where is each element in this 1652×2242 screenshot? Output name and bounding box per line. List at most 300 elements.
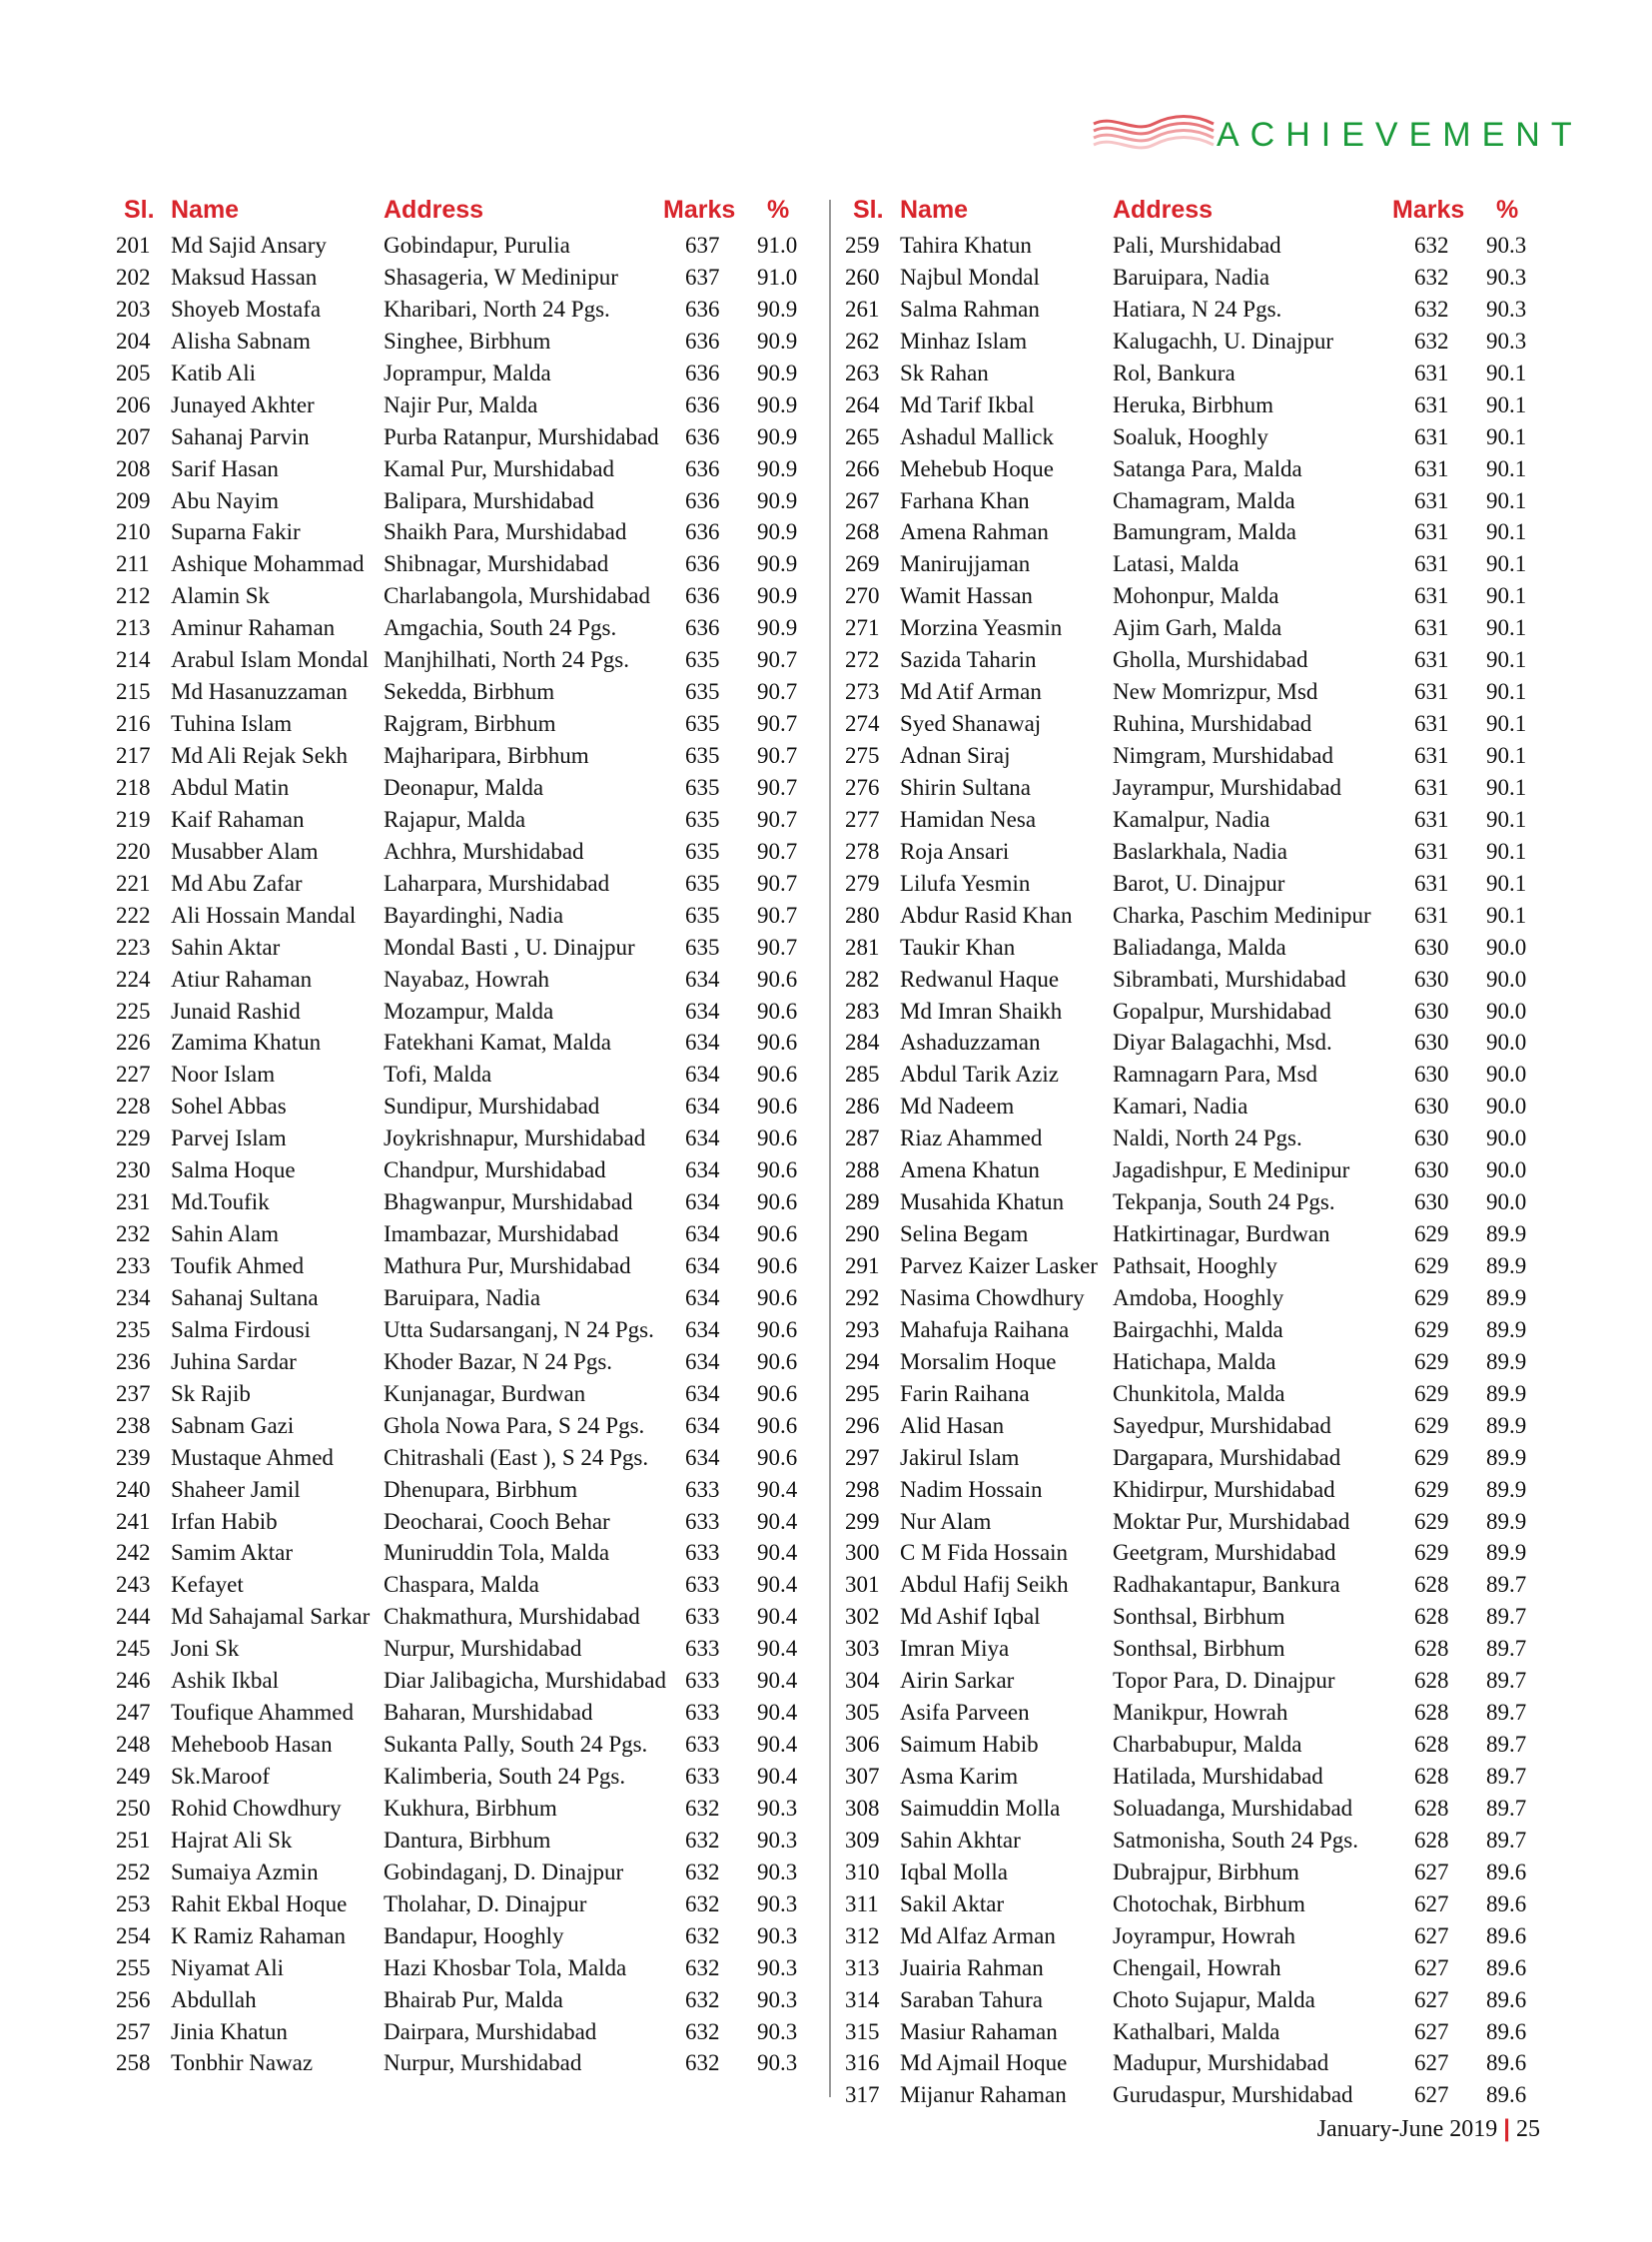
cell-address: Baruipara, Nadia [384, 1284, 541, 1310]
cell-name: Katib Ali [171, 360, 256, 385]
cell-sl: 295 [845, 1380, 880, 1406]
cell-percent: 90.1 [1486, 647, 1527, 673]
cell-marks: 631 [1414, 455, 1449, 481]
cell-marks: 636 [685, 360, 720, 385]
cell-percent: 89.9 [1486, 1540, 1527, 1566]
cell-percent: 90.4 [757, 1540, 798, 1566]
cell-name: Morzina Yeasmin [900, 615, 1063, 641]
cell-marks: 634 [685, 1444, 720, 1470]
cell-name: Aminur Rahaman [171, 615, 336, 641]
cell-name: Mahafuja Raihana [900, 1316, 1070, 1342]
cell-address: Jayrampur, Murshidabad [1113, 774, 1342, 800]
cell-marks: 635 [685, 774, 720, 800]
cell-name: Md.Toufik [171, 1189, 270, 1215]
cell-name: Toufique Ahammed [171, 1700, 354, 1726]
cell-marks: 634 [685, 1253, 720, 1278]
cell-sl: 204 [116, 328, 151, 354]
cell-sl: 202 [116, 264, 151, 290]
cell-name: Md Abu Zafar [171, 870, 303, 896]
cell-marks: 633 [685, 1636, 720, 1662]
cell-percent: 90.6 [757, 1380, 798, 1406]
cell-percent: 90.4 [757, 1476, 798, 1502]
cell-sl: 313 [845, 1954, 880, 1980]
cell-marks: 634 [685, 1412, 720, 1438]
cell-name: Irfan Habib [171, 1508, 278, 1534]
cell-marks: 631 [1414, 423, 1449, 449]
cell-address: Radhakantapur, Bankura [1113, 1572, 1340, 1598]
cell-address: Singhee, Birbhum [384, 328, 551, 354]
cell-percent: 89.9 [1486, 1284, 1527, 1310]
cell-address: Balipara, Murshidabad [384, 487, 594, 513]
cell-address: Kunjanagar, Burdwan [384, 1380, 586, 1406]
cell-address: Dhenupara, Birbhum [384, 1476, 578, 1502]
cell-marks: 627 [1414, 2082, 1449, 2108]
cell-address: Dantura, Birbhum [384, 1827, 551, 1853]
cell-percent: 90.4 [757, 1604, 798, 1630]
cell-name: Amena Khatun [900, 1157, 1040, 1183]
cell-marks: 637 [685, 233, 720, 258]
cell-sl: 270 [845, 583, 880, 609]
cell-percent: 90.7 [757, 647, 798, 673]
cell-sl: 305 [845, 1700, 880, 1726]
cell-percent: 90.6 [757, 966, 798, 992]
cell-address: Satanga Para, Malda [1113, 455, 1302, 481]
cell-sl: 277 [845, 806, 880, 832]
cell-name: Sohel Abbas [171, 1094, 287, 1120]
cell-percent: 90.1 [1486, 615, 1527, 641]
cell-sl: 268 [845, 519, 880, 545]
column-divider [829, 200, 831, 2097]
cell-percent: 90.1 [1486, 870, 1527, 896]
cell-name: K Ramiz Rahaman [171, 1922, 347, 1948]
cell-marks: 628 [1414, 1636, 1449, 1662]
cell-address: Latasi, Malda [1113, 551, 1239, 577]
cell-marks: 630 [1414, 1125, 1449, 1151]
cell-name: C M Fida Hossain [900, 1540, 1069, 1566]
cell-percent: 90.1 [1486, 806, 1527, 832]
cell-sl: 292 [845, 1284, 880, 1310]
cell-name: Md Sajid Ansary [171, 233, 327, 258]
cell-name: Nasima Chowdhury [900, 1284, 1085, 1310]
cell-marks: 636 [685, 615, 720, 641]
cell-address: Chaspara, Malda [384, 1572, 539, 1598]
cell-name: Abu Nayim [171, 487, 279, 513]
cell-percent: 90.4 [757, 1764, 798, 1789]
cell-name: Hajrat Ali Sk [171, 1827, 293, 1853]
cell-name: Saimum Habib [900, 1732, 1039, 1758]
cell-percent: 90.4 [757, 1732, 798, 1758]
cell-name: Morsalim Hoque [900, 1348, 1057, 1374]
cell-sl: 224 [116, 966, 151, 992]
cell-marks: 628 [1414, 1700, 1449, 1726]
cell-address: Kamal Pur, Murshidabad [384, 455, 614, 481]
cell-address: Dubrajpur, Birbhum [1113, 1859, 1299, 1884]
cell-address: Hatilada, Murshidabad [1113, 1764, 1323, 1789]
cell-name: Parvez Kaizer Lasker [900, 1253, 1098, 1278]
cell-address: Nayabaz, Howrah [384, 966, 550, 992]
cell-name: Salma Hoque [171, 1157, 296, 1183]
cell-name: Sakil Aktar [900, 1890, 1005, 1916]
cell-address: Muniruddin Tola, Malda [384, 1540, 610, 1566]
cell-percent: 90.0 [1486, 966, 1527, 992]
cell-percent: 90.7 [757, 679, 798, 705]
header-name: Name [171, 196, 240, 224]
cell-address: Chakmathura, Murshidabad [384, 1604, 640, 1630]
cell-sl: 242 [116, 1540, 151, 1566]
cell-percent: 90.3 [1486, 296, 1527, 322]
cell-sl: 210 [116, 519, 151, 545]
cell-name: Ali Hossain Mandal [171, 902, 357, 928]
cell-sl: 211 [116, 551, 150, 577]
cell-address: Dargapara, Murshidabad [1113, 1444, 1341, 1470]
issue-date: January-June 2019 [1316, 2116, 1498, 2142]
cell-address: Shaikh Para, Murshidabad [384, 519, 627, 545]
cell-marks: 627 [1414, 2018, 1449, 2044]
cell-sl: 238 [116, 1412, 151, 1438]
cell-sl: 265 [845, 423, 880, 449]
cell-name: Tahira Khatun [900, 233, 1032, 258]
cell-percent: 90.3 [757, 1859, 798, 1884]
cell-name: Atiur Rahaman [171, 966, 313, 992]
cell-sl: 228 [116, 1094, 151, 1120]
cell-sl: 248 [116, 1732, 151, 1758]
cell-marks: 630 [1414, 998, 1449, 1024]
cell-address: Dairpara, Murshidabad [384, 2018, 597, 2044]
cell-address: Manikpur, Howrah [1113, 1700, 1288, 1726]
cell-address: Purba Ratanpur, Murshidabad [384, 423, 659, 449]
cell-name: Maksud Hassan [171, 264, 318, 290]
cell-address: Sibrambati, Murshidabad [1113, 966, 1346, 992]
cell-marks: 631 [1414, 391, 1449, 417]
cell-percent: 90.1 [1486, 391, 1527, 417]
cell-sl: 230 [116, 1157, 151, 1183]
cell-percent: 90.9 [757, 296, 798, 322]
cell-sl: 237 [116, 1380, 151, 1406]
cell-name: Sahin Alam [171, 1221, 279, 1247]
cell-percent: 89.7 [1486, 1795, 1527, 1821]
cell-sl: 247 [116, 1700, 151, 1726]
cell-marks: 634 [685, 1094, 720, 1120]
cell-sl: 271 [845, 615, 880, 641]
cell-sl: 257 [116, 2018, 151, 2044]
cell-percent: 89.6 [1486, 1922, 1527, 1948]
cell-marks: 628 [1414, 1827, 1449, 1853]
cell-address: Moktar Pur, Murshidabad [1113, 1508, 1350, 1534]
cell-name: Abdul Tarik Aziz [900, 1062, 1059, 1088]
cell-name: Masiur Rahaman [900, 2018, 1058, 2044]
cell-address: Utta Sudarsanganj, N 24 Pgs. [384, 1316, 654, 1342]
cell-name: Taukir Khan [900, 934, 1016, 960]
cell-name: Nur Alam [900, 1508, 992, 1534]
cell-marks: 627 [1414, 2050, 1449, 2076]
cell-name: Md Ajmail Hoque [900, 2050, 1068, 2076]
cell-name: Toufik Ahmed [171, 1253, 305, 1278]
cell-marks: 636 [685, 583, 720, 609]
cell-percent: 90.7 [757, 806, 798, 832]
cell-sl: 315 [845, 2018, 880, 2044]
cell-address: Mondal Basti , U. Dinajpur [384, 934, 635, 960]
cell-percent: 89.6 [1486, 1859, 1527, 1884]
cell-name: Sahanaj Sultana [171, 1284, 319, 1310]
cell-address: Charlabangola, Murshidabad [384, 583, 650, 609]
cell-address: Soluadanga, Murshidabad [1113, 1795, 1353, 1821]
cell-name: Roja Ansari [900, 838, 1010, 864]
cell-marks: 631 [1414, 487, 1449, 513]
cell-name: Md Ali Rejak Sekh [171, 743, 348, 768]
cell-percent: 90.3 [757, 1890, 798, 1916]
cell-percent: 89.9 [1486, 1508, 1527, 1534]
cell-percent: 90.6 [757, 1253, 798, 1278]
cell-address: Sonthsal, Birbhum [1113, 1636, 1285, 1662]
cell-name: Mijanur Rahaman [900, 2082, 1067, 2108]
cell-percent: 89.9 [1486, 1476, 1527, 1502]
cell-percent: 89.6 [1486, 1890, 1527, 1916]
cell-marks: 632 [685, 1890, 720, 1916]
cell-address: Sonthsal, Birbhum [1113, 1604, 1285, 1630]
cell-name: Md Nadeem [900, 1094, 1015, 1120]
cell-percent: 89.9 [1486, 1412, 1527, 1438]
cell-name: Alid Hasan [900, 1412, 1005, 1438]
cell-address: Kalimberia, South 24 Pgs. [384, 1764, 626, 1789]
cell-percent: 90.6 [757, 1412, 798, 1438]
cell-sl: 217 [116, 743, 151, 768]
cell-name: Sarif Hasan [171, 455, 279, 481]
cell-name: Shaheer Jamil [171, 1476, 301, 1502]
cell-percent: 89.9 [1486, 1221, 1527, 1247]
cell-marks: 629 [1414, 1508, 1449, 1534]
cell-percent: 89.6 [1486, 1986, 1527, 2012]
cell-sl: 294 [845, 1348, 880, 1374]
cell-marks: 628 [1414, 1572, 1449, 1598]
cell-sl: 216 [116, 711, 151, 737]
cell-marks: 636 [685, 328, 720, 354]
cell-address: Kukhura, Birbhum [384, 1795, 557, 1821]
cell-percent: 90.1 [1486, 774, 1527, 800]
cell-name: Rohid Chowdhury [171, 1795, 342, 1821]
cell-marks: 634 [685, 966, 720, 992]
cell-sl: 264 [845, 391, 880, 417]
cell-marks: 633 [685, 1508, 720, 1534]
cell-marks: 629 [1414, 1444, 1449, 1470]
cell-marks: 634 [685, 1284, 720, 1310]
cell-address: Kamalpur, Nadia [1113, 806, 1270, 832]
cell-percent: 90.3 [757, 2050, 798, 2076]
cell-sl: 281 [845, 934, 880, 960]
cell-marks: 633 [685, 1700, 720, 1726]
header-marks: Marks [663, 196, 736, 224]
cell-name: Riaz Ahammed [900, 1125, 1043, 1151]
cell-address: Sayedpur, Murshidabad [1113, 1412, 1331, 1438]
cell-name: Redwanul Haque [900, 966, 1060, 992]
cell-address: Pathsait, Hooghly [1113, 1253, 1277, 1278]
header-address: Address [1113, 196, 1214, 224]
cell-marks: 632 [685, 1795, 720, 1821]
cell-marks: 634 [685, 1157, 720, 1183]
cell-percent: 90.1 [1486, 711, 1527, 737]
cell-percent: 90.1 [1486, 679, 1527, 705]
cell-marks: 630 [1414, 1030, 1449, 1056]
cell-name: Abdullah [171, 1986, 257, 2012]
cell-address: Kathalbari, Malda [1113, 2018, 1280, 2044]
cell-name: Manirujjaman [900, 551, 1031, 577]
cell-name: Imran Miya [900, 1636, 1010, 1662]
header-marks: Marks [1392, 196, 1465, 224]
cell-marks: 633 [685, 1604, 720, 1630]
cell-name: Md Imran Shaikh [900, 998, 1063, 1024]
cell-address: Khoder Bazar, N 24 Pgs. [384, 1348, 613, 1374]
cell-marks: 628 [1414, 1795, 1449, 1821]
cell-marks: 634 [685, 1189, 720, 1215]
cell-sl: 215 [116, 679, 151, 705]
cell-address: Amgachia, South 24 Pgs. [384, 615, 617, 641]
cell-address: Chengail, Howrah [1113, 1954, 1281, 1980]
cell-marks: 636 [685, 296, 720, 322]
cell-percent: 89.6 [1486, 1954, 1527, 1980]
cell-address: Bandapur, Hooghly [384, 1922, 564, 1948]
cell-marks: 629 [1414, 1221, 1449, 1247]
cell-percent: 90.7 [757, 743, 798, 768]
cell-percent: 90.1 [1486, 743, 1527, 768]
cell-percent: 90.1 [1486, 902, 1527, 928]
cell-sl: 256 [116, 1986, 151, 2012]
cell-percent: 90.9 [757, 360, 798, 385]
cell-sl: 286 [845, 1094, 880, 1120]
cell-marks: 629 [1414, 1540, 1449, 1566]
cell-sl: 310 [845, 1859, 880, 1884]
cell-sl: 206 [116, 391, 151, 417]
cell-address: Jagadishpur, E Medinipur [1113, 1157, 1350, 1183]
cell-address: Joprampur, Malda [384, 360, 551, 385]
cell-marks: 630 [1414, 934, 1449, 960]
cell-marks: 629 [1414, 1412, 1449, 1438]
cell-marks: 635 [685, 743, 720, 768]
cell-percent: 91.0 [757, 264, 798, 290]
cell-name: Joni Sk [171, 1636, 240, 1662]
cell-address: Bayardinghi, Nadia [384, 902, 564, 928]
cell-percent: 90.6 [757, 1348, 798, 1374]
cell-name: Alisha Sabnam [171, 328, 311, 354]
cell-sl: 262 [845, 328, 880, 354]
cell-sl: 303 [845, 1636, 880, 1662]
cell-name: Abdur Rasid Khan [900, 902, 1073, 928]
cell-percent: 89.7 [1486, 1827, 1527, 1853]
cell-percent: 90.6 [757, 1221, 798, 1247]
cell-name: Sahin Akhtar [900, 1827, 1021, 1853]
cell-address: Gobindapur, Purulia [384, 233, 570, 258]
cell-marks: 627 [1414, 1859, 1449, 1884]
cell-name: Ashaduzzaman [900, 1030, 1041, 1056]
cell-sl: 287 [845, 1125, 880, 1151]
page-number: 25 [1516, 2116, 1540, 2142]
cell-marks: 629 [1414, 1316, 1449, 1342]
cell-marks: 630 [1414, 1094, 1449, 1120]
cell-sl: 307 [845, 1764, 880, 1789]
cell-address: Rajapur, Malda [384, 806, 526, 832]
cell-marks: 637 [685, 264, 720, 290]
header-address: Address [384, 196, 484, 224]
cell-sl: 232 [116, 1221, 151, 1247]
cell-marks: 631 [1414, 838, 1449, 864]
cell-percent: 90.9 [757, 519, 798, 545]
cell-name: Airin Sarkar [900, 1668, 1015, 1694]
cell-address: New Momrizpur, Msd [1113, 679, 1318, 705]
cell-address: Kharibari, North 24 Pgs. [384, 296, 610, 322]
cell-marks: 631 [1414, 647, 1449, 673]
cell-name: Asma Karim [900, 1764, 1019, 1789]
cell-marks: 629 [1414, 1284, 1449, 1310]
cell-marks: 635 [685, 902, 720, 928]
cell-percent: 90.9 [757, 583, 798, 609]
cell-marks: 634 [685, 1062, 720, 1088]
cell-marks: 627 [1414, 1890, 1449, 1916]
cell-marks: 632 [685, 1827, 720, 1853]
cell-sl: 306 [845, 1732, 880, 1758]
cell-marks: 632 [1414, 233, 1449, 258]
cell-marks: 630 [1414, 1189, 1449, 1215]
cell-marks: 634 [685, 998, 720, 1024]
cell-marks: 631 [1414, 615, 1449, 641]
cell-sl: 273 [845, 679, 880, 705]
cell-marks: 632 [1414, 296, 1449, 322]
cell-name: Md Alfaz Arman [900, 1922, 1056, 1948]
cell-marks: 635 [685, 934, 720, 960]
cell-name: Mustaque Ahmed [171, 1444, 334, 1470]
cell-name: Wamit Hassan [900, 583, 1033, 609]
cell-address: Chunkitola, Malda [1113, 1380, 1285, 1406]
cell-address: Tofi, Malda [384, 1062, 492, 1088]
cell-percent: 90.9 [757, 455, 798, 481]
cell-name: Nadim Hossain [900, 1476, 1043, 1502]
cell-name: Ashique Mohammad [171, 551, 365, 577]
cell-sl: 205 [116, 360, 151, 385]
cell-address: Gholla, Murshidabad [1113, 647, 1308, 673]
cell-percent: 89.7 [1486, 1668, 1527, 1694]
cell-marks: 636 [685, 391, 720, 417]
cell-name: Mehebub Hoque [900, 455, 1054, 481]
cell-sl: 260 [845, 264, 880, 290]
cell-address: Diyar Balagachhi, Msd. [1113, 1030, 1332, 1056]
cell-marks: 631 [1414, 902, 1449, 928]
cell-percent: 89.7 [1486, 1700, 1527, 1726]
cell-address: Mozampur, Malda [384, 998, 554, 1024]
cell-marks: 629 [1414, 1476, 1449, 1502]
cell-address: Baliadanga, Malda [1113, 934, 1286, 960]
cell-sl: 209 [116, 487, 151, 513]
cell-percent: 90.3 [1486, 233, 1527, 258]
cell-percent: 90.1 [1486, 360, 1527, 385]
cell-sl: 221 [116, 870, 151, 896]
cell-address: Nurpur, Murshidabad [384, 2050, 582, 2076]
cell-sl: 297 [845, 1444, 880, 1470]
cell-percent: 90.3 [1486, 264, 1527, 290]
cell-marks: 631 [1414, 806, 1449, 832]
cell-name: Hamidan Nesa [900, 806, 1037, 832]
cell-sl: 293 [845, 1316, 880, 1342]
cell-marks: 631 [1414, 774, 1449, 800]
cell-sl: 316 [845, 2050, 880, 2076]
cell-marks: 631 [1414, 870, 1449, 896]
cell-percent: 90.6 [757, 998, 798, 1024]
cell-percent: 90.9 [757, 551, 798, 577]
cell-marks: 635 [685, 647, 720, 673]
cell-marks: 635 [685, 870, 720, 896]
cell-name: Niyamat Ali [171, 1954, 285, 1980]
cell-name: Md Hasanuzzaman [171, 679, 348, 705]
cell-sl: 229 [116, 1125, 151, 1151]
cell-address: Khidirpur, Murshidabad [1113, 1476, 1335, 1502]
cell-marks: 629 [1414, 1253, 1449, 1278]
cell-percent: 90.4 [757, 1636, 798, 1662]
